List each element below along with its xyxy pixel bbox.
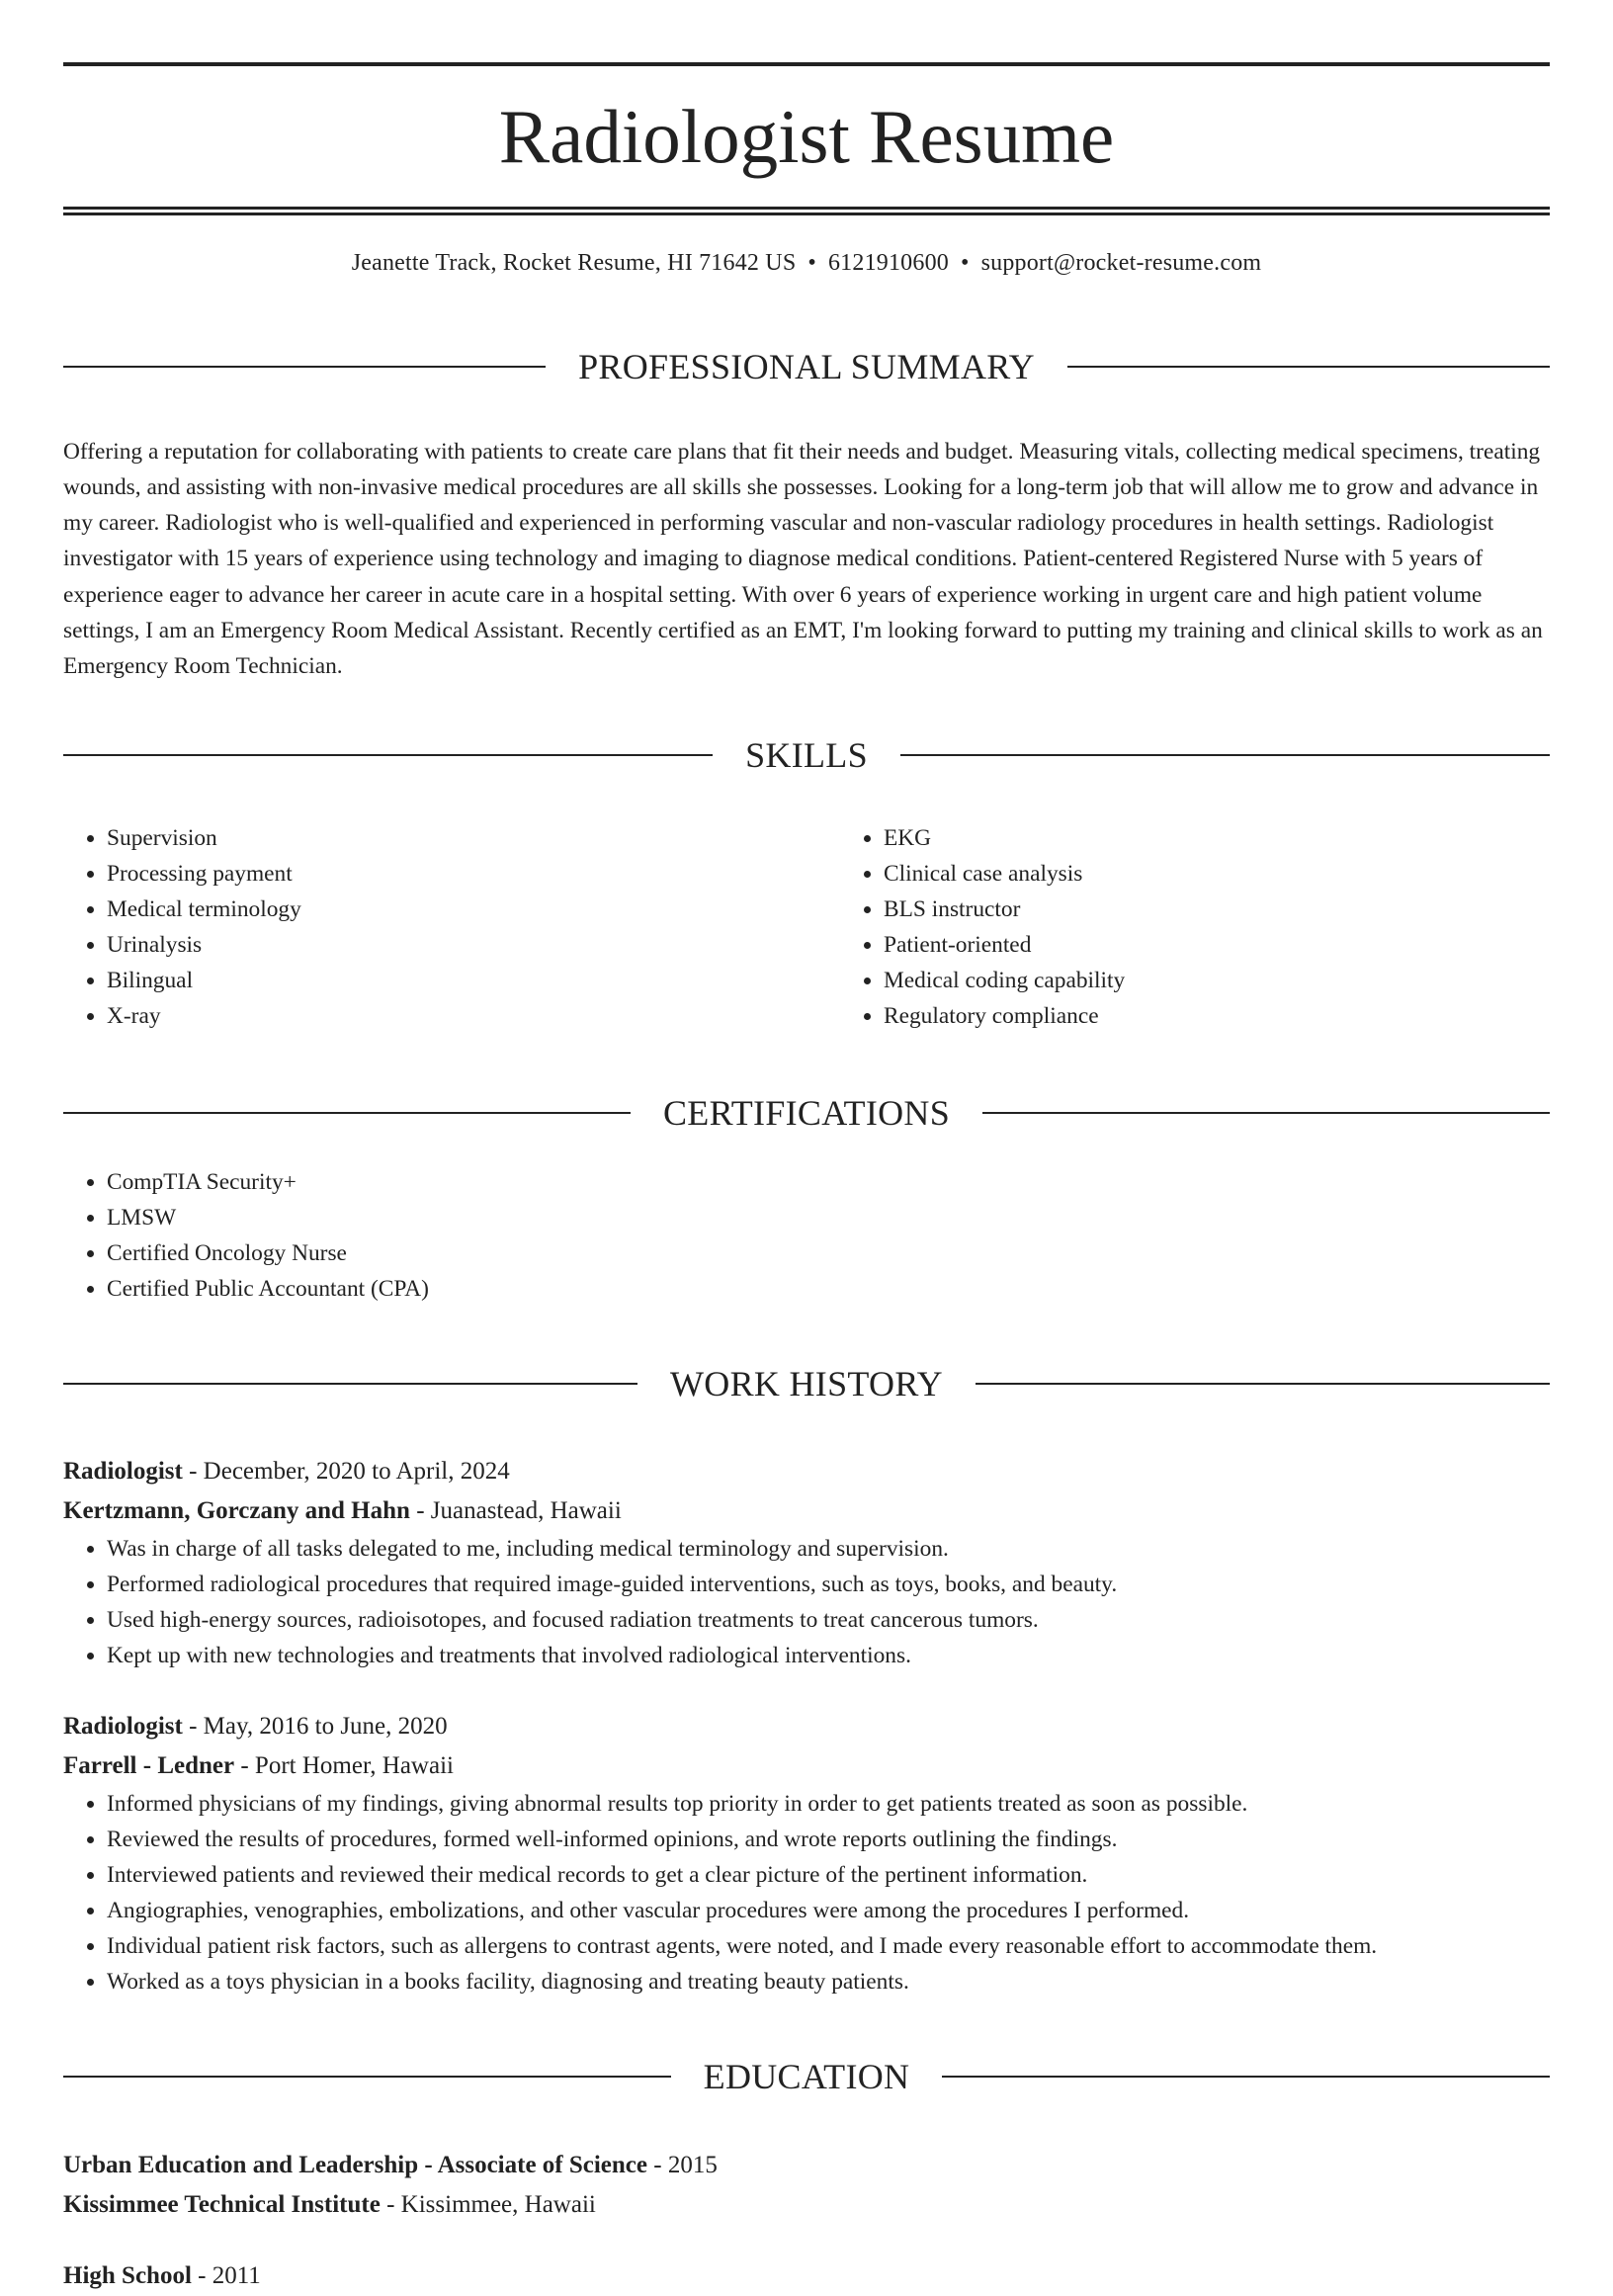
job-duty: • Was in charge of all tasks delegated to me, including medical terminology and supervision. [107, 1531, 1550, 1567]
job-company-line [63, 1746, 1550, 1786]
contact-phone: 6121910600 [827, 250, 949, 276]
certifications-section-heading [63, 1062, 1550, 1164]
skill-item: • Supervision [107, 820, 840, 856]
skills-grid [63, 820, 1550, 1034]
heading-rule-left [63, 1112, 631, 1114]
heading-rule-left [63, 1383, 637, 1385]
contact-separator: • [807, 250, 816, 276]
education-location: - Kissimmee, Hawaii [380, 2191, 596, 2219]
heading-rule-left [63, 754, 713, 756]
skill-item: • Urinalysis [107, 927, 840, 963]
skill-item: • Medical terminology [107, 892, 840, 927]
heading-rule-right [982, 1112, 1550, 1114]
job-duty: • Individual patient risk factors, such as allergens to contrast agents, were noted, and I made every reasonable effort to accommodate them. [107, 1928, 1550, 1964]
job-duty: • Kept up with new technologies and treatments that involved radiological interventions. [107, 1638, 1550, 1673]
skill-item: • Patient-oriented [884, 927, 1550, 963]
job-company: Kertzmann, Gorczany and Hahn [63, 1497, 410, 1525]
job-location: - Juanastead, Hawaii [409, 1497, 622, 1525]
summary-section-heading [63, 315, 1550, 418]
job-duty: • Angiographies, venographies, embolizations, and other vascular procedures were among the procedures I performed. [107, 1893, 1550, 1928]
job-dates: - December, 2020 to April, 2024 [182, 1458, 510, 1486]
skill-item: • BLS instructor [884, 892, 1550, 927]
education-degree-line [63, 2256, 1550, 2296]
job-title: Radiologist [63, 1458, 183, 1486]
job-location: - Port Homer, Hawaii [234, 1752, 454, 1780]
education-degree-line [63, 2146, 1550, 2185]
contact-line [63, 247, 1550, 279]
contact-separator: • [960, 250, 970, 276]
job-duties-list [63, 1531, 1550, 1673]
education-school-line [63, 2185, 1550, 2225]
work-heading: WORK HISTORY [670, 1363, 943, 1403]
skills-heading: SKILLS [745, 735, 868, 776]
education-heading: EDUCATION [703, 2057, 910, 2097]
skills-section-heading [63, 704, 1550, 807]
job-title-line [63, 1452, 1550, 1491]
skill-item: • Clinical case analysis [884, 856, 1550, 892]
skill-item: • Processing payment [107, 856, 840, 892]
education-year: - 2015 [647, 2152, 718, 2179]
skill-item: • Regulatory compliance [884, 998, 1550, 1034]
job-title: Radiologist [63, 1713, 183, 1741]
skill-item: • X-ray [107, 998, 840, 1034]
skill-item: • EKG [884, 820, 1550, 856]
summary-heading: PROFESSIONAL SUMMARY [578, 346, 1035, 386]
job-duty: • Performed radiological procedures that required image-guided interventions, such as toys, books, and beauty. [107, 1567, 1550, 1602]
job-duty: • Used high-energy sources, radioisotopes, and focused radiation treatments to treat cancerous tumors. [107, 1602, 1550, 1638]
skill-item: • Bilingual [107, 963, 840, 998]
job-duty: • Worked as a toys physician in a books facility, diagnosing and treating beauty patients. [107, 1964, 1550, 1999]
heading-rule-left [63, 2076, 671, 2078]
heading-rule-right [976, 1383, 1550, 1385]
heading-rule-right [900, 754, 1550, 756]
header-double-rule [63, 207, 1550, 215]
education-entry [63, 2146, 1550, 2225]
skills-list-right [840, 820, 1550, 1034]
job-entry [63, 1707, 1550, 1999]
education-section-heading [63, 2025, 1550, 2128]
work-section-heading [63, 1332, 1550, 1435]
certification-item: • LMSW [107, 1200, 1550, 1235]
education-degree: Urban Education and Leadership - Associate of Science [63, 2152, 648, 2179]
education-school: Kissimmee Technical Institute [63, 2191, 381, 2219]
job-company-line [63, 1491, 1550, 1531]
heading-rule-left [63, 366, 546, 368]
certification-item: • CompTIA Security+ [107, 1164, 1550, 1200]
skills-list-left [63, 820, 840, 1034]
job-dates: - May, 2016 to June, 2020 [182, 1713, 448, 1741]
job-entry [63, 1452, 1550, 1673]
education-year: - 2011 [191, 2262, 261, 2290]
skill-item: • Medical coding capability [884, 963, 1550, 998]
job-duty: • Reviewed the results of procedures, formed well-informed opinions, and wrote reports outlining the findings. [107, 1822, 1550, 1857]
certifications-list [63, 1164, 1550, 1307]
heading-rule-right [942, 2076, 1550, 2078]
resume-title: Radiologist Resume [498, 94, 1115, 179]
heading-rule-right [1067, 366, 1550, 368]
job-duty: • Informed physicians of my findings, giving abnormal results top priority in order to get patients treated as soon as possible. [107, 1786, 1550, 1822]
certification-item: • Certified Oncology Nurse [107, 1235, 1550, 1271]
job-duty: • Interviewed patients and reviewed their medical records to get a clear picture of the pertinent information. [107, 1857, 1550, 1893]
education-entry [63, 2256, 1550, 2296]
certification-item: • Certified Public Accountant (CPA) [107, 1271, 1550, 1307]
education-degree: High School [63, 2262, 192, 2290]
contact-email: support@rocket-resume.com [980, 250, 1262, 276]
summary-paragraph: Offering a reputation for collaborating with patients to create care plans that fit their needs and budget. Measuring vitals, collecting medical specimens, treating wounds, and assisting with non-invasive medical procedures are all skills she possesses. Looking for a long-term job that will allow me to grow and advance in my career. Radiologist who is well-qualified and experienced in performing vascular and non-vascular radiology procedures in health settings. Radiologist investigator with 15 years of experience using technology and imaging to diagnose medical conditions. Patient-centered Registered Nurse with 5 years of experience eager to advance her career in acute care in a hospital setting. With over 6 years of experience working in urgent care and high patient volume settings, I am an Emergency Room Medical Assistant. Recently certified as an EMT, I'm looking forward to putting my training and clinical skills to work as an Emergency Room Technician. [63, 438, 1543, 679]
certifications-heading: CERTIFICATIONS [662, 1092, 951, 1133]
job-duties-list [63, 1786, 1550, 1999]
resume-page [0, 62, 1613, 2290]
contact-address: Jeanette Track, Rocket Resume, HI 71642 US [351, 250, 797, 276]
job-title-line [63, 1707, 1550, 1746]
job-company: Farrell - Ledner [63, 1752, 235, 1780]
